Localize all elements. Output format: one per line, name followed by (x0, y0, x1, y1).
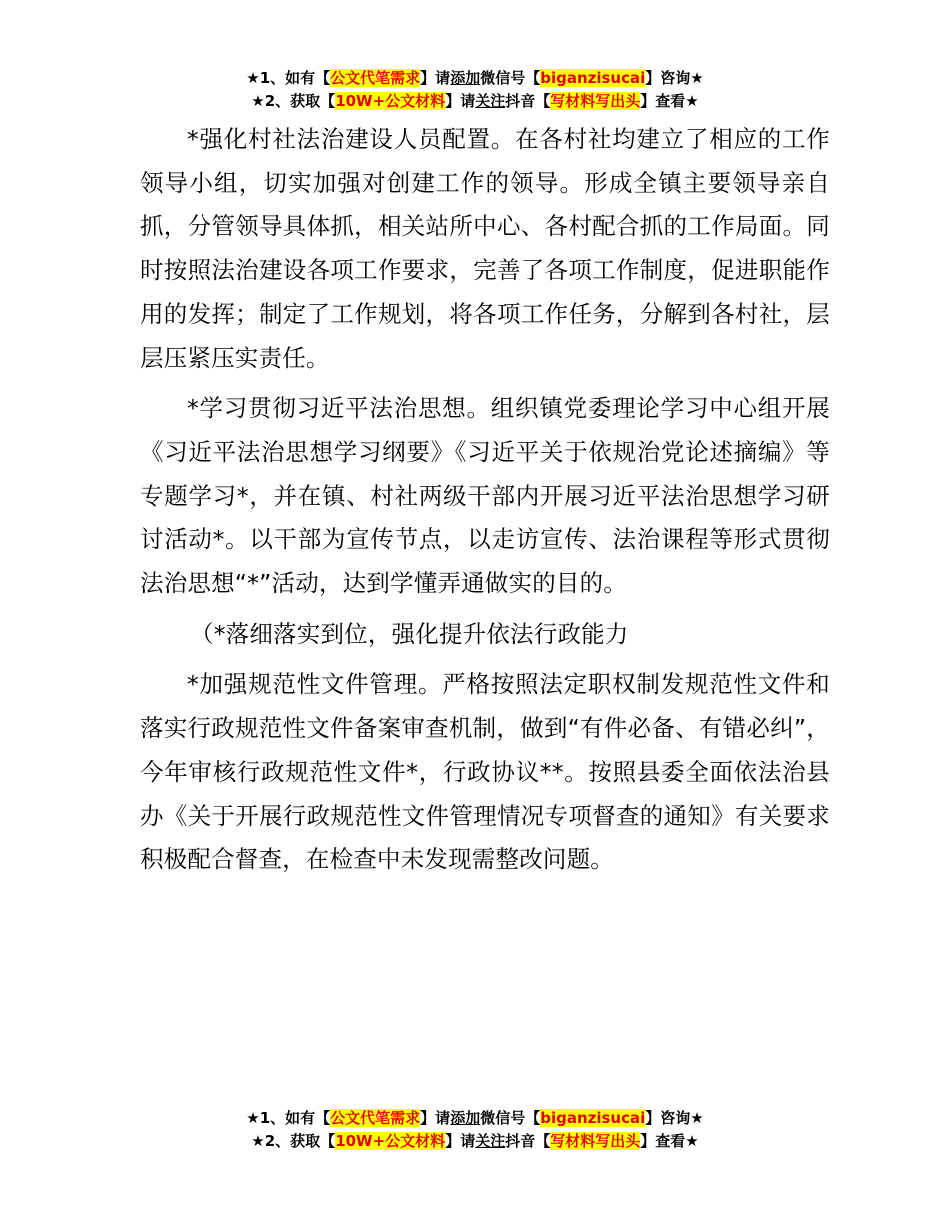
banner-text: 】咨询★ (645, 1109, 704, 1127)
banner-text: 】咨询★ (645, 69, 704, 87)
banner-text: 抖音【 (505, 1132, 551, 1150)
document-body (140, 118, 830, 889)
highlighted-text: biganzisucai (540, 1109, 646, 1127)
banner-text: ★1、如有【 (246, 1109, 331, 1127)
underlined-text: 关注 (475, 92, 506, 110)
highlighted-text: 10W+公文材料 (335, 92, 446, 110)
footer-banner (0, 1107, 950, 1153)
banner-text: ★1、如有【 (246, 69, 331, 87)
banner-text: 】查看★ (640, 1132, 699, 1150)
header-banner (0, 67, 950, 113)
banner-text: 】请 (420, 69, 451, 87)
highlighted-text: 写材料写出头 (550, 92, 641, 110)
banner-line-2 (0, 90, 950, 113)
banner-text: 微信号【 (480, 1109, 541, 1127)
banner-text: 微信号【 (480, 69, 541, 87)
banner-text: ★2、获取【 (251, 1132, 336, 1150)
body-paragraph: *强化村社法治建设人员配置。在各村社均建立了相应的工作领导小组，切实加强对创建工作的领导。形成全镇主要领导亲自抓，分管领导具体抓，相关站所中心、各村配合抓的工作局面。同时按照法治建设各项工作要求，完善了各项工作制度，促进职能作用的发挥；制定了工作规划，将各项工作任务，分解到各村社，层层压紧压实责任。 (140, 125, 830, 372)
banner-line-2 (0, 1130, 950, 1153)
highlighted-text: biganzisucai (540, 69, 646, 87)
banner-line-1 (0, 1107, 950, 1130)
banner-text: 】请 (420, 1109, 451, 1127)
banner-text: 】查看★ (640, 92, 699, 110)
section-heading: （*落细落实到位，强化提升依法行政能力 (190, 619, 629, 648)
highlighted-text: 公文代笔需求 (330, 1109, 421, 1127)
highlighted-text: 写材料写出头 (550, 1132, 641, 1150)
underlined-text: 添加 (450, 69, 481, 87)
banner-text: 】请 (445, 1132, 476, 1150)
highlighted-text: 公文代笔需求 (330, 69, 421, 87)
highlighted-text: 10W+公文材料 (335, 1132, 446, 1150)
underlined-text: 关注 (475, 1132, 506, 1150)
banner-text: 】请 (445, 92, 476, 110)
underlined-text: 添加 (450, 1109, 481, 1127)
body-paragraph: *学习贯彻习近平法治思想。组织镇党委理论学习中心组开展《习近平法治思想学习纲要》《习近平关于依规治党论述摘编》等专题学习*，并在镇、村社两级干部内开展习近平法治思想学习研讨活动*。以干部为宣传节点，以走访宣传、法治课程等形式贯彻法治思想“*”活动，达到学懂弄通做实的目的。 (140, 394, 830, 598)
banner-text: 抖音【 (505, 92, 551, 110)
banner-line-1 (0, 67, 950, 90)
banner-text: ★2、获取【 (251, 92, 336, 110)
body-paragraph: *加强规范性文件管理。严格按照法定职权制发规范性文件和落实行政规范性文件备案审查机制，做到“有件必备、有错必纠”，今年审核行政规范性文件*，行政协议**。按照县委全面依法治县办《关于开展行政规范性文件管理情况专项督查的通知》有关要求积极配合督查，在检查中未发现需整改问题。 (140, 670, 830, 874)
